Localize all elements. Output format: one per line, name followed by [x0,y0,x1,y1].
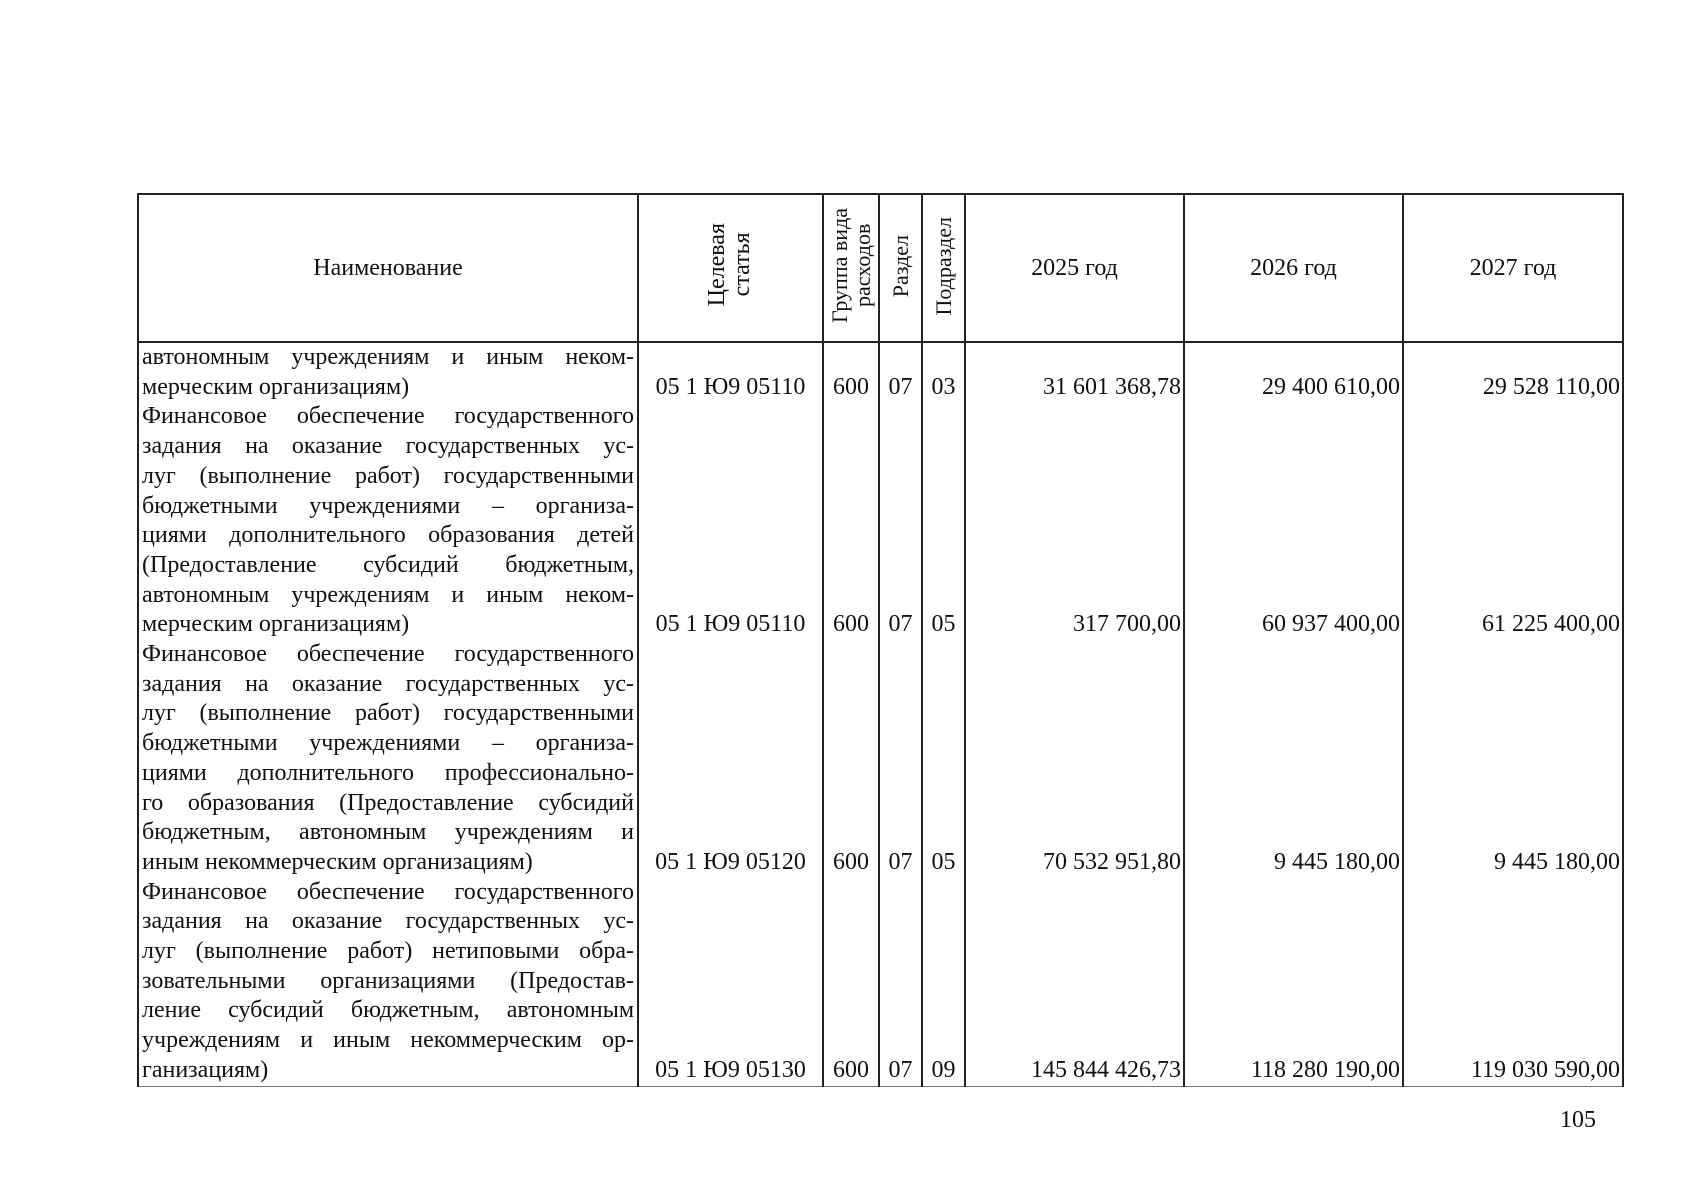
row-2025: 145 844 426,73 [965,878,1184,1086]
name-line: ганизациям) [142,1056,269,1083]
name-line: задания на оказание государственных ус- [142,908,634,935]
name-line: задания на оказание государственных ус- [142,433,634,460]
name-line: мерческим организациям) [142,611,410,638]
header-2027 [1403,194,1623,342]
row-2027: 61 225 400,00 [1403,402,1623,640]
row-2025: 70 532 951,80 [965,640,1184,878]
row-subsection: 09 [922,878,965,1086]
header-2025-label: 2025 год [1031,254,1118,281]
header-group [823,194,879,342]
table-row [138,402,1623,640]
row-2027: 29 528 110,00 [1403,342,1623,402]
name-line: луг (выполнение работ) государственными [142,700,634,727]
name-line: учреждениям и иным некоммерческим ор- [142,1027,634,1054]
name-line: зовательными организациями (Предостав- [142,967,634,994]
row-2025: 317 700,00 [965,402,1184,640]
row-section: 07 [879,342,922,402]
row-subsection: 03 [922,342,965,402]
name-line: Финансовое обеспечение государственного [142,403,634,430]
page-number: 105 [1560,1107,1596,1133]
row-2027: 9 445 180,00 [1403,640,1623,878]
name-line: автономным учреждениям и иным неком- [142,344,634,370]
table-row [138,878,1623,1086]
row-target: 05 1 Ю9 05120 [638,640,823,878]
row-section: 07 [879,640,922,878]
header-name [138,194,638,342]
row-group: 600 [823,878,879,1086]
header-name-label: Наименование [313,254,463,281]
table-row [138,640,1623,878]
name-line: го образования (Предоставление субсидий [142,789,634,816]
row-2026: 9 445 180,00 [1184,640,1403,878]
name-line: Финансовое обеспечение государственного [142,641,634,668]
row-section: 07 [879,402,922,640]
row-2027: 119 030 590,00 [1403,878,1623,1086]
name-line: бюджетным, автономным учреждениям и [142,819,634,846]
header-target-label: Целевая статья [704,223,756,307]
header-2026 [1184,194,1403,342]
header-section-label: Раздел [887,234,913,298]
header-group-label: Группа вида расходов [826,208,875,324]
table-header [138,194,1623,342]
row-name [138,402,638,640]
row-group: 600 [823,640,879,878]
row-2026: 60 937 400,00 [1184,402,1403,640]
row-2025: 31 601 368,78 [965,342,1184,402]
row-subsection: 05 [922,402,965,640]
name-line: автономным учреждениям и иным неком- [142,581,634,608]
header-target [638,194,823,342]
name-line: бюджетными учреждениями – организа- [142,730,634,757]
name-line: циями дополнительного профессионально- [142,759,634,786]
name-line: иным некоммерческим организациям) [142,848,533,875]
name-line: луг (выполнение работ) нетиповыми обра- [142,938,634,965]
header-subsection-label: Подраздел [930,216,956,316]
table-body [138,342,1623,1086]
name-line: ление субсидий бюджетным, автономным [142,997,634,1024]
name-line: циями дополнительного образования детей [142,522,634,549]
row-section: 07 [879,878,922,1086]
table-row [138,342,1623,402]
row-name [138,342,638,402]
name-line: бюджетными учреждениями – организа- [142,492,634,519]
header-2025 [965,194,1184,342]
name-line: задания на оказание государственных ус- [142,670,634,697]
name-line: (Предоставление субсидий бюджетным, [142,551,634,578]
header-2026-label: 2026 год [1250,254,1337,281]
header-subsection [922,194,965,342]
name-line: Финансовое обеспечение государственного [142,878,634,905]
name-line: мерческим организациям) [142,373,410,400]
row-group: 600 [823,402,879,640]
row-group: 600 [823,342,879,402]
row-2026: 29 400 610,00 [1184,342,1403,402]
name-line: луг (выполнение работ) государственными [142,462,634,489]
row-name [138,640,638,878]
header-2027-label: 2027 год [1469,254,1557,281]
row-name [138,878,638,1086]
row-subsection: 05 [922,640,965,878]
row-target: 05 1 Ю9 05110 [638,342,823,402]
row-target: 05 1 Ю9 05110 [638,402,823,640]
row-target: 05 1 Ю9 05130 [638,878,823,1086]
budget-table [137,193,1624,1087]
row-2026: 118 280 190,00 [1184,878,1403,1086]
header-section [879,194,922,342]
